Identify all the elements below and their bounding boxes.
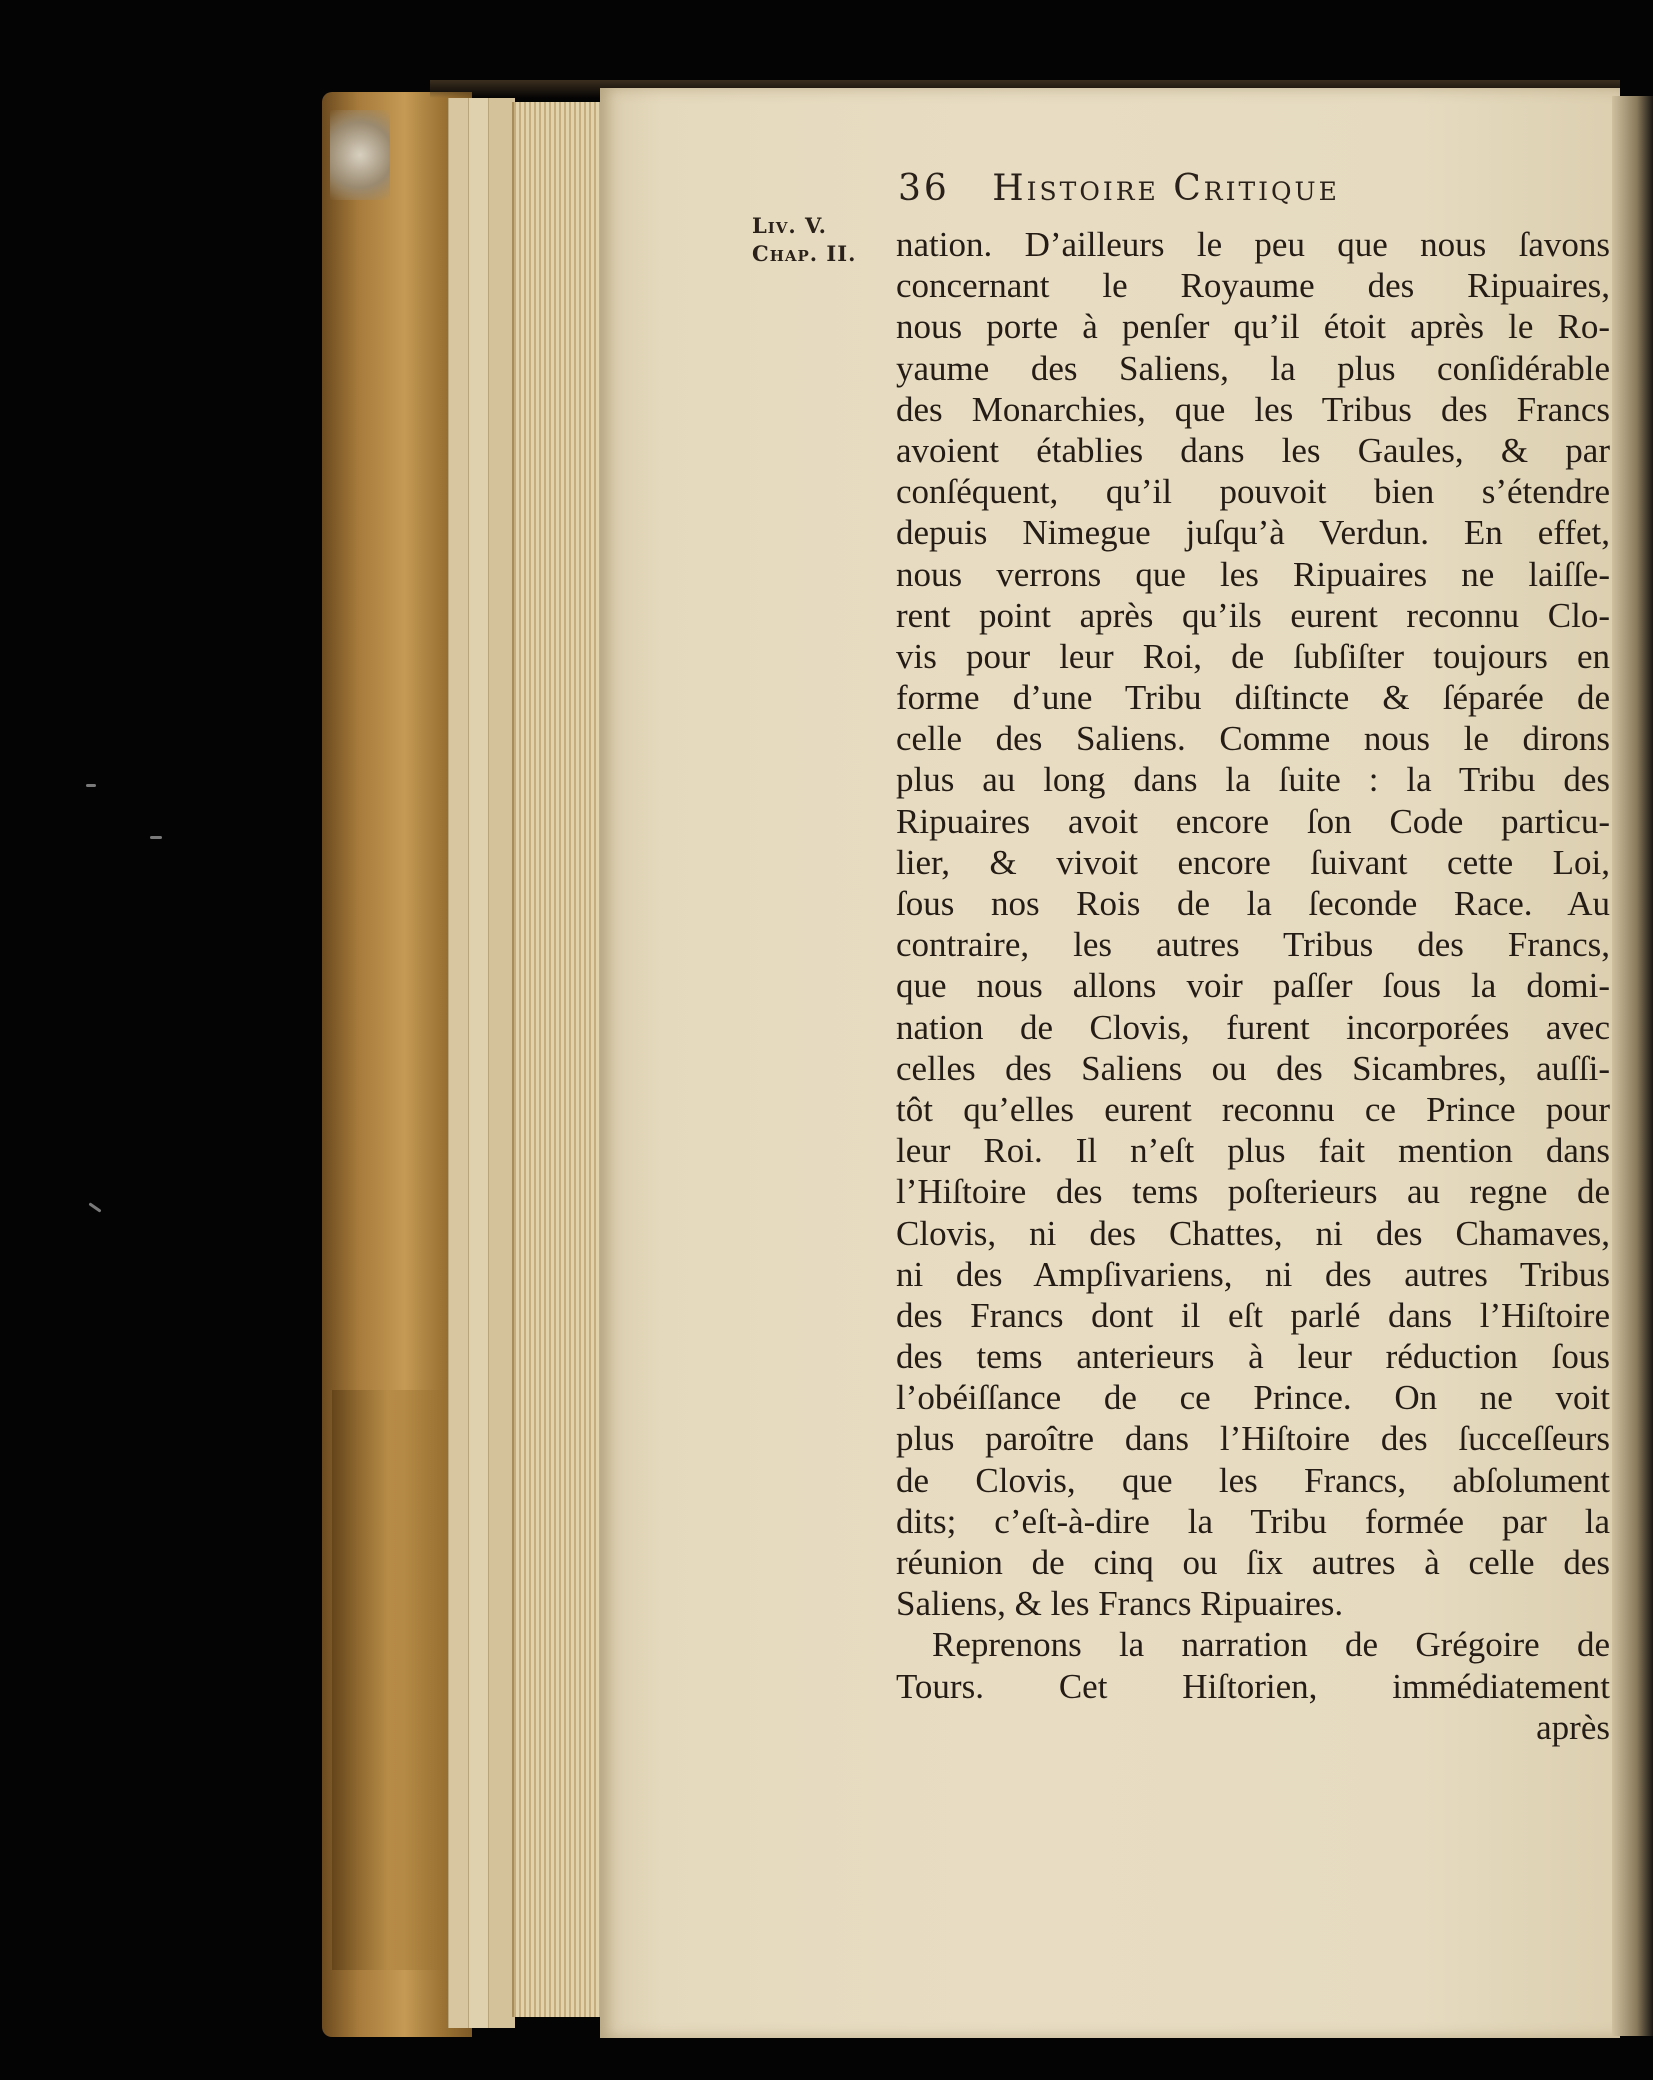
text-line: conſéquent, qu’il pouvoit bien s’étendre [896,472,1610,512]
text-line: de Clovis, que les Francs, abſolument [896,1460,1610,1500]
text-line: dits; c’eſt-à-dire la Tribu formée par la [896,1501,1610,1541]
text-line: nous porte à penſer qu’il étoit après le Ro- [896,307,1610,347]
text-line: rent point après qu’ils eurent reconnu Clo- [896,595,1610,635]
text-line: que nous allons voir paſſer ſous la domi- [896,966,1610,1006]
text-line: Reprenons la narration de Grégoire de [932,1625,1610,1665]
page-number: 36 [898,168,950,209]
text-line: des Monarchies, que les Tribus des Francs [896,389,1610,429]
body-text [896,224,1610,1748]
stray-mark [88,1202,101,1212]
text-line: leur Roi. Il n’eſt plus fait mention dans [896,1131,1610,1171]
text-line: Ripuaires avoit encore ſon Code particu- [896,801,1610,841]
text-line: Saliens, & les Francs Ripuaires. [896,1584,1344,1624]
page-block-edge [512,102,606,2017]
text-line: Clovis, ni des Chattes, ni des Chamaves, [896,1213,1610,1253]
text-line: forme d’une Tribu diſtincte & ſéparée de [896,678,1610,718]
text-line: yaume des Saliens, la plus conſidérable [896,348,1610,388]
stray-mark [150,836,162,839]
text-line: celle des Saliens. Comme nous le dirons [896,719,1610,759]
text-line: contraire, les autres Tribus des Francs, [896,925,1610,965]
text-line: Tours. Cet Hiſtorien, immédiatement [896,1666,1610,1706]
text-line: ſous nos Rois de la ſeconde Race. Au [896,884,1610,923]
text-line: concernant le Royaume des Ripuaires, [896,266,1610,306]
text-line: l’obéiſſance de ce Prince. On ne voit [896,1378,1610,1418]
text-line: ni des Ampſivariens, ni des autres Tribus [896,1254,1610,1294]
margin-note-chapter: Chap. II. [752,241,857,266]
text-line: réunion de cinq ou ſix autres à celle des [896,1543,1610,1582]
text-line: nous verrons que les Ripuaires ne laiſſe- [896,554,1610,594]
stray-mark [86,784,96,787]
running-title: Histoire Critique [992,168,1340,209]
text-line: des tems anterieurs à leur réduction ſous [896,1337,1610,1377]
catchword: après [1536,1707,1610,1747]
running-head [898,168,1538,216]
text-line: nation de Clovis, furent incorporées avec [896,1007,1610,1047]
margin-note-book: Liv. V. [752,213,827,238]
text-line: lier, & vivoit encore ſuivant cette Loi, [896,842,1610,882]
text-line: plus paroître dans l’Hiſtoire des ſucceſſeurs [896,1419,1610,1459]
text-line: celles des Saliens ou des Sicambres, auſſi- [896,1048,1610,1088]
text-line: avoient établies dans les Gaules, & par [896,430,1610,470]
facing-page-sliver [1612,96,1653,2036]
text-line: l’Hiſtoire des tems poſterieurs au regne de [896,1172,1610,1212]
text-line: tôt qu’elles eurent reconnu ce Prince pour [896,1089,1610,1129]
worn-cover-spot [330,110,390,200]
page-edge [488,98,515,2028]
text-line: nation. D’ailleurs le peu que nous ſavons [896,225,1610,264]
text-line: vis pour leur Roi, de ſubſiſter toujours en [896,636,1610,676]
text-line: depuis Nimegue juſqu’à Verdun. En effet, [896,513,1610,553]
text-line: plus au long dans la ſuite : la Tribu des [896,760,1610,800]
margin-note [752,212,892,268]
text-line: des Francs dont il eſt parlé dans l’Hiſtoire [896,1295,1610,1335]
